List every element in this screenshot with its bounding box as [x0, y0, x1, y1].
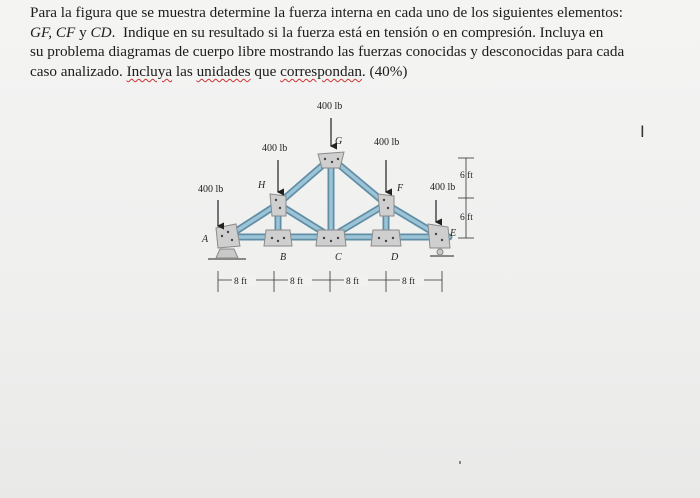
gusset-A — [216, 224, 240, 248]
spell-flag-word: Incluya — [126, 62, 173, 80]
truss-members — [227, 158, 449, 237]
node-label-A: A — [202, 234, 209, 245]
load-label-right-end: 400 lb — [430, 182, 456, 193]
node-label-F: F — [397, 183, 404, 194]
text-cursor-icon: I — [640, 122, 645, 141]
gusset-B — [264, 230, 292, 246]
speck — [459, 461, 461, 464]
node-label-D: D — [391, 252, 399, 263]
load-label-right-upper: 400 lb — [374, 137, 400, 148]
problem-statement — [30, 3, 670, 81]
problem-line-4: caso analizado. Incluya las unidades que correspondan. (40%) — [30, 62, 408, 80]
gusset-G — [318, 152, 344, 168]
truss-figure — [192, 96, 512, 296]
dim-label-span-4: 8 ft — [402, 277, 415, 287]
gusset-E — [428, 224, 450, 248]
dim-label-height-1: 6 ft — [460, 171, 473, 181]
load-label-left-upper: 400 lb — [262, 143, 288, 154]
problem-line-2: GF, CF y CD. Indique en su resultado si la fuerza está en tensión o en compresión. Incluya en — [30, 23, 604, 41]
pin-support-A — [208, 249, 246, 259]
gusset-C — [316, 230, 346, 246]
dim-label-span-2: 8 ft — [290, 277, 303, 287]
problem-line-1: Para la figura que se muestra determine la fuerza interna en cada uno de los siguientes elementos: — [30, 4, 623, 21]
truss-diagram — [192, 96, 512, 296]
roller-support-E — [430, 249, 454, 256]
node-label-E: E — [450, 228, 457, 239]
node-label-C: C — [335, 252, 342, 263]
spell-flag-word: unidades — [196, 62, 251, 80]
gusset-H — [270, 194, 286, 216]
gusset-F — [378, 194, 394, 216]
gusset-D — [371, 230, 401, 246]
load-label-top: 400 lb — [317, 101, 343, 112]
spell-flag-word: correspondan — [280, 62, 362, 80]
load-label-left-end: 400 lb — [198, 184, 224, 195]
node-label-B: B — [280, 252, 287, 263]
node-label-G: G — [335, 136, 343, 147]
node-label-H: H — [258, 180, 266, 191]
dim-label-height-2: 6 ft — [460, 213, 473, 223]
problem-line-3: su problema diagramas de cuerpo libre mostrando las fuerzas conocidas y desconocidas para cada — [30, 43, 625, 61]
dim-label-span-1: 8 ft — [234, 277, 247, 287]
dim-label-span-3: 8 ft — [346, 277, 359, 287]
